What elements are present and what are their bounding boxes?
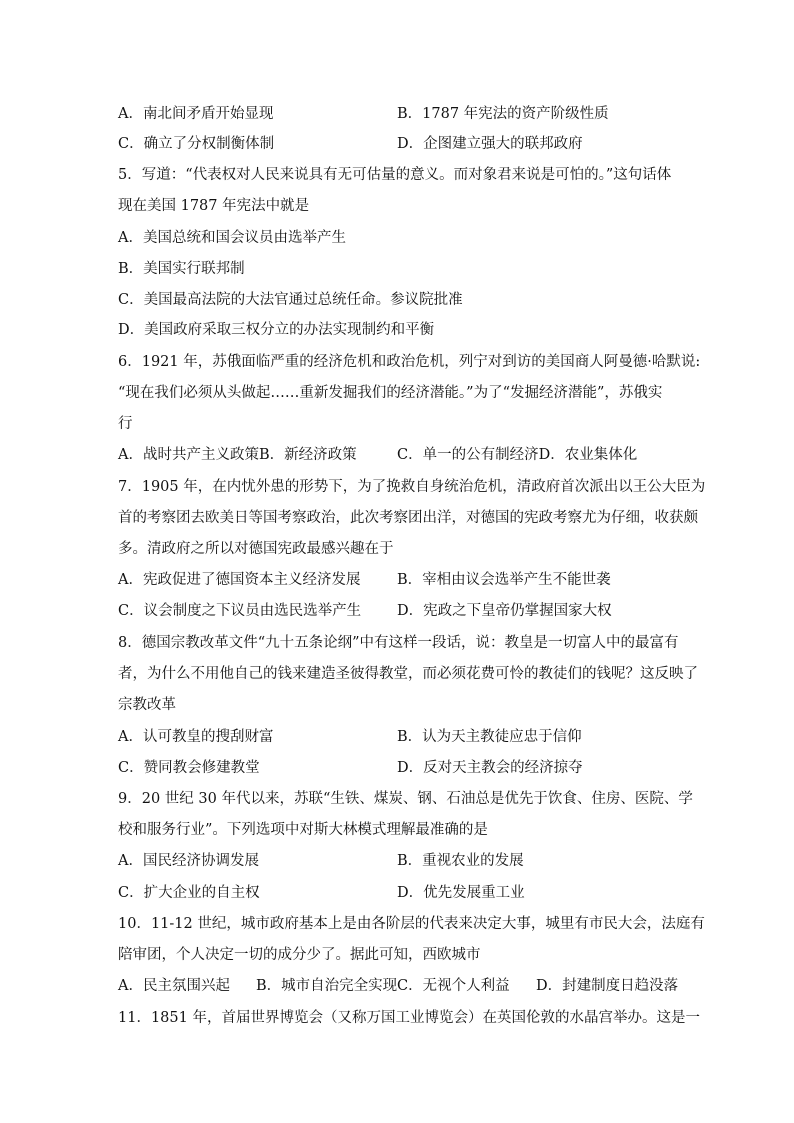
option-c: C．扩大企业的自主权 [118,885,260,901]
option-b: B．重视农业的发展 [397,853,524,869]
question-9-line-1: 9．20 世纪 30 年代以来，苏联“生铁、煤炭、钢、石油总是优先于饮食、住房、医院、学 [118,791,693,807]
option-d: D．优先发展重工业 [397,885,525,901]
question-6-line-1: 6．1921 年，苏俄面临严重的经济危机和政治危机，列宁对到访的美国商人阿曼德·哈默说: [118,354,701,370]
option-b: B．1787 年宪法的资产阶级性质 [397,106,609,122]
option-c: C．议会制度之下议员由选民选举产生 [118,603,362,619]
question-6-line-2: “现在我们必须从头做起……重新发掘我们的经济潜能。”为了“发掘经济潜能”，苏俄实 [118,385,663,401]
option-d: D．美国政府采取三权分立的办法实现制约和平衡 [118,322,435,338]
option-b: B．美国实行联邦制 [118,261,245,277]
option-a: A．美国总统和国会议员由选举产生 [118,230,346,246]
question-10-line-1: 10．11-12 世纪，城市政府基本上是由各阶层的代表来决定大事，城里有市民大会，法庭有 [118,916,705,932]
question-6-line-3: 行 [118,416,133,432]
question-8-line-1: 8．德国宗教改革文件“九十五条论纲”中有这样一段话，说：教皇是一切富人中的最富有 [118,635,679,651]
option-d: D．企图建立强大的联邦政府 [397,136,583,152]
question-11-line-1: 11．1851 年，首届世界博览会（又称万国工业博览会）在英国伦敦的水晶宫举办。这是一 [118,1010,700,1026]
option-a: A．认可教皇的搜刮财富 [118,729,274,745]
option-c-d: C．单一的公有制经济D．农业集体化 [397,447,638,463]
option-c: C．赞同教会修建教堂 [118,760,260,776]
question-8-line-2: 者，为什么不用他自己的钱来建造圣彼得教堂，而必须花费可怜的教徒们的钱呢？这反映了 [118,666,698,682]
option-a: A．国民经济协调发展 [118,853,259,869]
question-7-line-3: 多。清政府之所以对德国宪政最感兴趣在于 [118,541,394,557]
question-7-line-2: 首的考察团去欧美日等国考察政治，此次考察团出洋，对德国的宪政考察尤为仔细，收获颇 [118,510,698,526]
option-b: B．认为天主教徒应忠于信仰 [397,729,582,745]
question-10-line-2: 陪审团，个人决定一切的成分少了。据此可知，西欧城市 [118,947,481,963]
question-5-line-2: 现在美国 1787 年宪法中就是 [118,198,310,214]
option-c: C．无视个人利益 [397,978,510,994]
option-b: B．宰相由议会选举产生不能世袭 [397,572,611,588]
option-d: D．封建制度日趋没落 [536,978,679,994]
question-9-line-2: 校和服务行业”。下列选项中对斯大林模式理解最准确的是 [118,822,488,838]
option-b: B．城市自治完全实现 [256,978,398,994]
option-a-b: A．战时共产主义政策B．新经济政策 [118,447,357,463]
question-7-line-1: 7．1905 年，在内忧外患的形势下，为了挽救自身统治危机，清政府首次派出以王公大臣为 [118,479,706,495]
question-5-line-1: 5．写道：“代表权对人民来说具有无可估量的意义。而对象君来说是可怕的。”这句话体 [118,167,672,183]
question-8-line-3: 宗教改革 [118,697,176,713]
option-c: C．确立了分权制衡体制 [118,136,275,152]
option-d: D．宪政之下皇帝仍掌握国家大权 [397,603,612,619]
option-a: A．民主氛围兴起 [118,978,230,994]
option-a: A．南北间矛盾开始显现 [118,106,274,122]
option-a: A．宪政促进了德国资本主义经济发展 [118,572,361,588]
option-d: D．反对天主教会的经济掠夺 [397,760,583,776]
option-c: C．美国最高法院的大法官通过总统任命。参议院批准 [118,292,463,308]
